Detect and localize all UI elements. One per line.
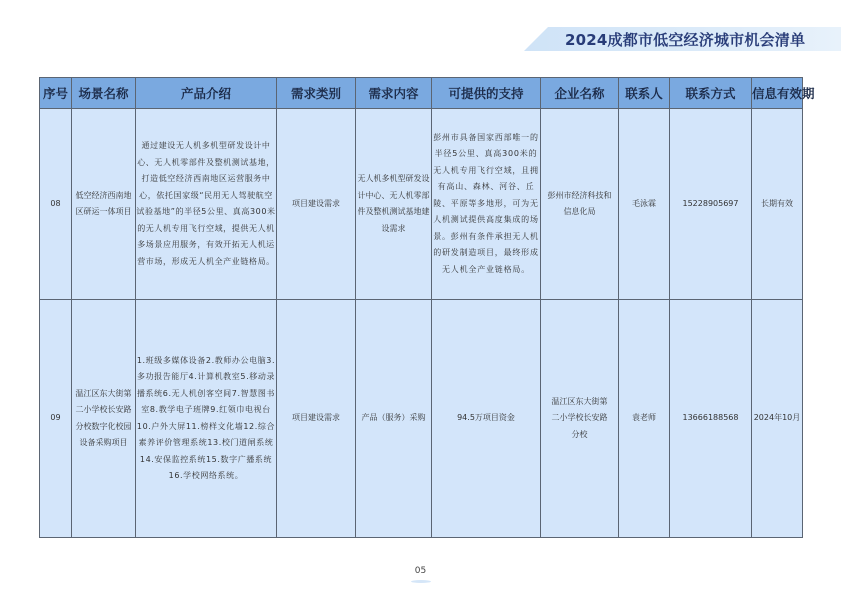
col-header-content: 需求内容: [356, 78, 432, 109]
page-number: 05: [414, 566, 427, 576]
col-header-no: 序号: [40, 78, 72, 109]
table-header-row: [40, 78, 803, 109]
table-row: [40, 300, 803, 538]
cell-validity: 2024年10月: [752, 300, 803, 538]
cell-scene: 温江区东大街第二小学校长安路分校数字化校园设备采购项目: [72, 300, 136, 538]
cell-content: 无人机多机型研发设计中心、无人机零部件及整机测试基地建设需求: [356, 109, 432, 300]
opportunity-table: [39, 77, 815, 538]
cell-no: 09: [40, 300, 72, 538]
col-header-product: 产品介绍: [136, 78, 277, 109]
table-row: [40, 109, 803, 300]
col-header-scene: 场景名称: [72, 78, 136, 109]
cell-category: 项目建设需求: [277, 300, 356, 538]
col-header-category: 需求类别: [277, 78, 356, 109]
cell-contact: 袁老师: [619, 300, 670, 538]
cell-product: 通过建设无人机多机型研发设计中心、无人机零部件及整机测试基地，打造低空经济西南地区运营服务中心，依托国家级“民用无人驾驶航空试验基地”的半径5公里、真高300米的无人机专用飞行空域，提供无人机多场景应用服务，有效开拓无人机运营市场，形成无人机全产业链格局。: [136, 109, 277, 300]
cell-phone: 13666188568: [670, 300, 752, 538]
cell-contact: 毛泳霖: [619, 109, 670, 300]
page-number-underline: [411, 580, 431, 583]
col-header-validity: 信息有效期: [752, 78, 803, 109]
cell-content: 产品（服务）采购: [356, 300, 432, 538]
cell-no: 08: [40, 109, 72, 300]
cell-category: 项目建设需求: [277, 109, 356, 300]
cell-phone: 15228905697: [670, 109, 752, 300]
cell-support: 94.5万项目资金: [432, 300, 541, 538]
cell-scene: 低空经济西南地区研运一体项目: [72, 109, 136, 300]
cell-company: 彭州市经济科技和信息化局: [541, 109, 619, 300]
page-title: 2024成都市低空经济城市机会清单: [565, 31, 806, 49]
col-header-company: 企业名称: [541, 78, 619, 109]
cell-support: 彭州市具备国家西部唯一的半径5公里、真高300米的无人机专用飞行空域，且拥有高山、森林、河谷、丘陵、平原等多地形，可为无人机测试提供高度集成的场景。彭州有条件承担无人机的研发制造项目，最终形成无人机全产业链格局。: [432, 109, 541, 300]
col-header-phone: 联系方式: [670, 78, 752, 109]
col-header-contact: 联系人: [619, 78, 670, 109]
cell-validity: 长期有效: [752, 109, 803, 300]
cell-product: 1.班级多媒体设备2.教师办公电脑3.多功报告能厅4.计算机教室5.移动录播系统6.无人机创客空间7.智慧图书室8.教学电子班牌9.红领巾电视台10.户外大屏11.榜样文化墙12.综合素养评价管理系统13.校门道闸系统14.安保监控系统15.数字广播系统16.学校网络系统。: [136, 300, 277, 538]
cell-company: 温江区东大街第二小学校长安路分校: [541, 300, 619, 538]
col-header-support: 可提供的支持: [432, 78, 541, 109]
